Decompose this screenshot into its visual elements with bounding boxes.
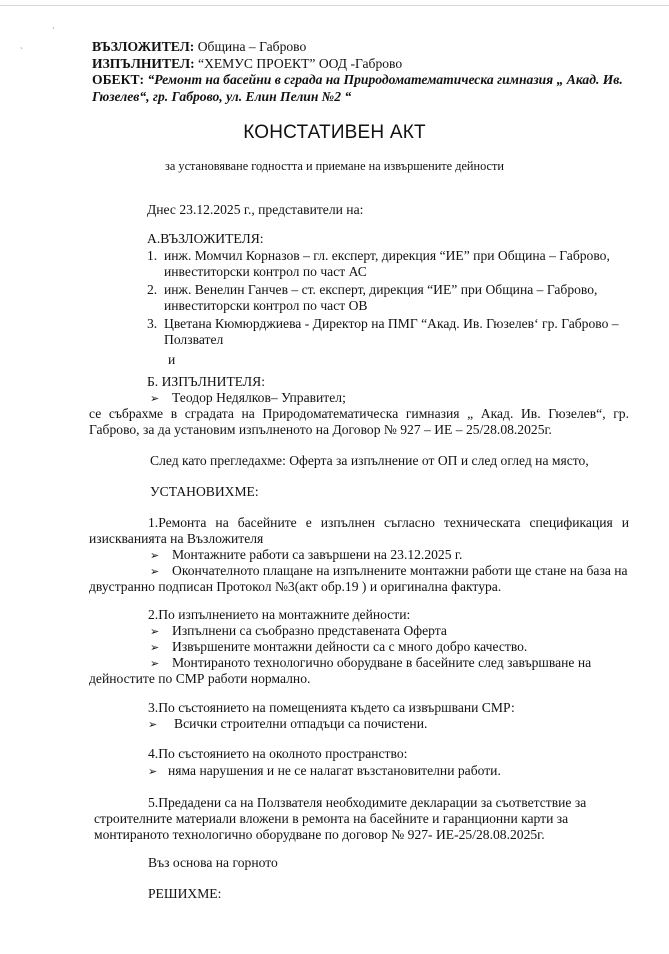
scan-speck: ˎ bbox=[20, 39, 23, 49]
assignor-value: Община – Габрово bbox=[197, 39, 307, 54]
header-assignor bbox=[92, 39, 306, 55]
bullet-text: Изпълнени са съобразно представената Оферта bbox=[172, 623, 447, 638]
page-top-border bbox=[0, 5, 669, 6]
object-value: “Ремонт на басейни в сграда на Природоматематическа гимназия „ Акад. Ив. bbox=[147, 72, 623, 87]
finding-4-bullet bbox=[148, 763, 501, 780]
section-a-item bbox=[147, 282, 637, 314]
item-number: 3. bbox=[147, 316, 158, 331]
finding-4-heading: 4.По състоянието на околното пространство: bbox=[148, 746, 408, 761]
item-number: 1. bbox=[147, 248, 158, 263]
bullet-text: Окончателното плащане на изпълнените монтажни работи ще стане на база на bbox=[172, 563, 628, 578]
finding-2-bullet-cont: дейностите по СМР работи нормално. bbox=[89, 671, 311, 686]
finding-5: 5.Предадени са на Ползвателя необходимите декларации за съответствие за bbox=[148, 795, 587, 810]
item-text: Теодор Недялков– Управител; bbox=[172, 390, 346, 405]
finding-1-bullet bbox=[150, 547, 462, 564]
contractor-value: “ХЕМУС ПРОЕКТ” ООД -Габрово bbox=[198, 56, 403, 71]
arrow-bullet-icon: ➢ bbox=[150, 550, 160, 562]
header-object bbox=[92, 72, 623, 88]
item-text: инж. Момчил Корназов – гл. експерт, дирекция “ИЕ” при Община – Габрово, bbox=[164, 248, 610, 263]
object-value-cont: Гюзелев“, гр. Габрово, ул. Елин Пелин №2 “ bbox=[92, 89, 352, 104]
conjunction: и bbox=[168, 352, 176, 367]
contractor-label: ИЗПЪЛНИТЕЛ: bbox=[92, 56, 195, 71]
item-text: Цветана Кюмюрджиева - Директор на ПМГ “Акад. Ив. Гюзелев‘ гр. Габрово – bbox=[164, 316, 619, 331]
finding-1-bullet bbox=[150, 563, 629, 580]
bullet-text: няма нарушения и не се налагат възстановителни работи. bbox=[168, 763, 501, 778]
item-text-cont: Ползвател bbox=[164, 332, 224, 347]
arrow-bullet-icon: ➢ bbox=[150, 658, 160, 670]
finding-5-cont: строителните материали вложени в ремонта на басейните и гаранционни карти за bbox=[94, 811, 569, 826]
finding-2-bullet bbox=[150, 639, 527, 656]
item-number: 2. bbox=[147, 282, 158, 297]
item-text-cont: инвеститорски контрол по част ОВ bbox=[164, 298, 368, 313]
arrow-bullet-icon: ➢ bbox=[148, 766, 158, 778]
document-subtitle: за установяване годността и приемане на извършените дейности bbox=[165, 159, 504, 173]
section-a-item bbox=[147, 316, 637, 348]
established-heading: УСТАНОВИХМЕ: bbox=[150, 484, 259, 499]
object-label: ОБЕКТ: bbox=[92, 72, 145, 87]
bullet-text: Всички строителни отпадъци са почистени. bbox=[174, 716, 428, 731]
finding-3-heading: 3.По състоянието на помещенията където са извършвани СМР: bbox=[148, 700, 515, 715]
arrow-bullet-icon: ➢ bbox=[148, 719, 158, 731]
gathered-text: се събрахме в сградата на Природоматематическа гимназия „ Акад. Ив. Гюзелев“, гр. bbox=[89, 406, 629, 421]
document-title: КОНСТАТИВЕН АКТ bbox=[243, 122, 426, 143]
section-b-item bbox=[150, 390, 346, 407]
item-text: инж. Венелин Ганчев – ст. експерт, дирекция “ИЕ” при Община – Габрово, bbox=[164, 282, 598, 297]
arrow-bullet-icon: ➢ bbox=[150, 393, 160, 405]
assignor-label: ВЪЗЛОЖИТЕЛ: bbox=[92, 39, 195, 54]
arrow-bullet-icon: ➢ bbox=[150, 642, 160, 654]
bullet-text: Извършените монтажни дейности са с много добро качество. bbox=[172, 639, 528, 654]
scan-speck: ˎ bbox=[52, 19, 55, 29]
arrow-bullet-icon: ➢ bbox=[150, 566, 160, 578]
section-b-heading: Б. ИЗПЪЛНИТЕЛЯ: bbox=[147, 374, 265, 389]
after-review: След като прегледахме: Оферта за изпълнение от ОП и след оглед на място, bbox=[150, 453, 589, 468]
finding-1-cont: изискванията на Възложителя bbox=[89, 531, 264, 546]
gathered-text-cont: Габрово, за да установим изпълненото на Договор № 927 – ИЕ – 25/28.08.2025г. bbox=[89, 422, 552, 437]
section-a-heading: А.ВЪЗЛОЖИТЕЛЯ: bbox=[147, 231, 264, 246]
finding-1: 1.Ремонта на басейните е изпълнен съгласно техническата спецификация и bbox=[148, 515, 629, 530]
section-a-item bbox=[147, 248, 637, 280]
header-contractor bbox=[92, 56, 402, 72]
finding-5-cont: монтираното технологично оборудване по договор № 927- ИЕ-25/28.08.2025г. bbox=[94, 827, 545, 842]
item-text-cont: инвеститорски контрол по част АС bbox=[164, 264, 367, 279]
finding-3-bullet bbox=[148, 716, 427, 733]
finding-1-bullet-cont: двустранно подписан Протокол №3(акт обр.19 ) и оригинална фактура. bbox=[89, 579, 502, 594]
finding-2-bullet bbox=[150, 623, 447, 640]
decided-heading: РЕШИХМЕ: bbox=[148, 886, 222, 901]
based-on: Въз основа на горното bbox=[148, 855, 278, 870]
finding-2-bullet bbox=[150, 655, 629, 672]
finding-2-heading: 2.По изпълнението на монтажните дейности: bbox=[148, 607, 411, 622]
intro-line: Днес 23.12.2025 г., представители на: bbox=[147, 202, 364, 217]
bullet-text: Монтажните работи са завършени на 23.12.2025 г. bbox=[172, 547, 463, 562]
bullet-text: Монтираното технологично оборудване в басейните след завършване на bbox=[172, 655, 592, 670]
arrow-bullet-icon: ➢ bbox=[150, 626, 160, 638]
